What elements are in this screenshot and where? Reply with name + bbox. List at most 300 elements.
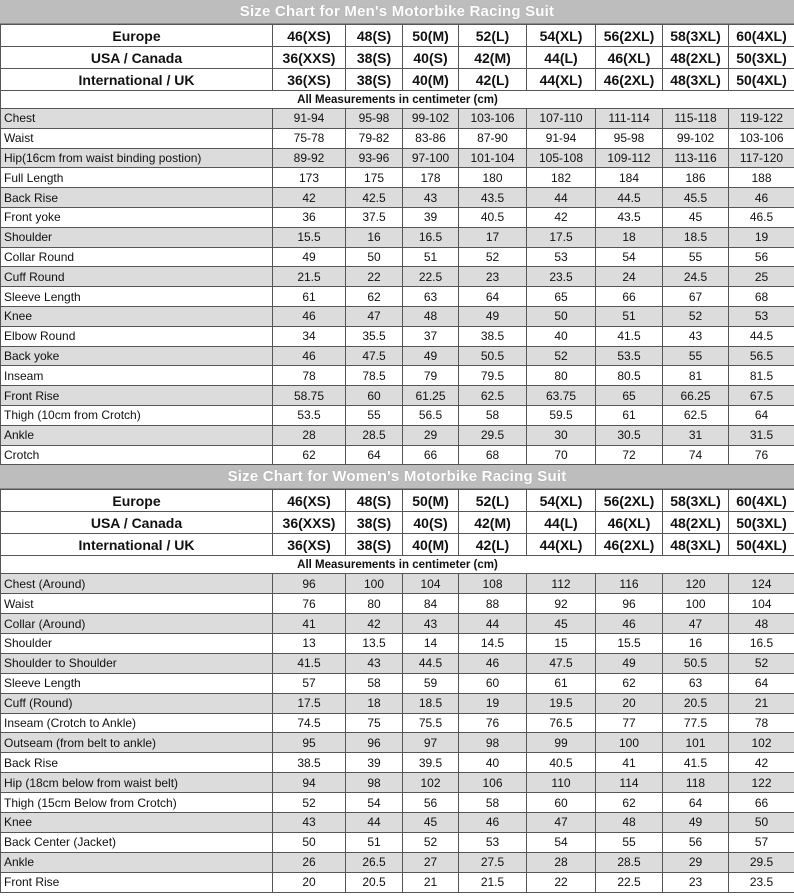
measurement-value: 40 <box>527 326 596 346</box>
measurement-value: 75 <box>346 713 403 733</box>
men-measurement-row <box>1 346 794 366</box>
measurement-value: 74.5 <box>273 713 346 733</box>
women-units-note-section <box>1 556 794 574</box>
measurement-value: 72 <box>596 445 663 465</box>
measurement-value: 46 <box>596 614 663 634</box>
measurement-value: 60 <box>459 673 527 693</box>
men-size-header <box>1 25 794 91</box>
measurement-value: 51 <box>346 832 403 852</box>
measurement-value: 96 <box>346 733 403 753</box>
men-size-row <box>1 25 794 47</box>
measurement-value: 99 <box>527 733 596 753</box>
measurement-label: Ankle <box>1 425 273 445</box>
women-size-row <box>1 512 794 534</box>
women-units-note-row <box>1 556 794 574</box>
men-size-table <box>0 24 794 465</box>
measurement-value: 95 <box>273 733 346 753</box>
measurement-value: 60 <box>346 386 403 406</box>
measurement-value: 75.5 <box>403 713 459 733</box>
measurement-value: 83-86 <box>403 128 459 148</box>
measurement-value: 30.5 <box>596 425 663 445</box>
measurement-value: 105-108 <box>527 148 596 168</box>
measurement-value: 173 <box>273 168 346 188</box>
measurement-value: 29 <box>403 425 459 445</box>
measurement-value: 31 <box>663 425 729 445</box>
measurement-value: 39 <box>346 753 403 773</box>
size-value: 42(M) <box>459 47 527 69</box>
measurement-value: 42 <box>273 188 346 208</box>
measurement-label: Shoulder to Shoulder <box>1 653 273 673</box>
measurement-value: 29 <box>663 852 729 872</box>
size-value: 48(S) <box>346 25 403 47</box>
measurement-value: 64 <box>663 793 729 813</box>
measurement-value: 53 <box>459 832 527 852</box>
measurement-label: Thigh (15cm Below from Crotch) <box>1 793 273 813</box>
men-measurement-row <box>1 287 794 307</box>
measurement-value: 62.5 <box>663 405 729 425</box>
measurement-value: 56.5 <box>729 346 794 366</box>
measurement-value: 50 <box>729 813 794 833</box>
measurement-value: 44.5 <box>596 188 663 208</box>
measurement-label: Hip(16cm from waist binding postion) <box>1 148 273 168</box>
measurement-value: 63.75 <box>527 386 596 406</box>
size-value: 44(XL) <box>527 534 596 556</box>
measurement-value: 124 <box>729 574 794 594</box>
measurement-value: 20 <box>596 693 663 713</box>
measurement-value: 79-82 <box>346 128 403 148</box>
size-value: 46(XL) <box>596 47 663 69</box>
measurement-label: Full Length <box>1 168 273 188</box>
measurement-value: 68 <box>729 287 794 307</box>
measurement-value: 56 <box>663 832 729 852</box>
men-measurement-row <box>1 247 794 267</box>
measurement-value: 40 <box>459 753 527 773</box>
men-measurement-row <box>1 227 794 247</box>
measurement-value: 14 <box>403 634 459 654</box>
measurement-label: Inseam (Crotch to Ankle) <box>1 713 273 733</box>
measurement-value: 46 <box>273 306 346 326</box>
measurement-value: 55 <box>596 832 663 852</box>
measurement-label: Back Rise <box>1 188 273 208</box>
size-value: 50(M) <box>403 490 459 512</box>
measurement-value: 103-106 <box>729 128 794 148</box>
measurement-value: 182 <box>527 168 596 188</box>
size-value: 58(3XL) <box>663 25 729 47</box>
measurement-value: 58 <box>459 405 527 425</box>
measurement-value: 53 <box>729 306 794 326</box>
measurement-value: 54 <box>596 247 663 267</box>
size-value: 36(XXS) <box>273 47 346 69</box>
measurement-value: 81.5 <box>729 366 794 386</box>
measurement-value: 98 <box>459 733 527 753</box>
measurement-value: 101 <box>663 733 729 753</box>
measurement-value: 46 <box>729 188 794 208</box>
measurement-value: 34 <box>273 326 346 346</box>
measurement-value: 43.5 <box>596 207 663 227</box>
size-value: 38(S) <box>346 69 403 91</box>
women-chart-title: Size Chart for Women's Motorbike Racing Suit <box>0 465 794 489</box>
size-value: 44(L) <box>527 512 596 534</box>
measurement-value: 51 <box>403 247 459 267</box>
measurement-value: 100 <box>596 733 663 753</box>
measurement-value: 28.5 <box>596 852 663 872</box>
measurement-value: 51 <box>596 306 663 326</box>
measurement-value: 16 <box>346 227 403 247</box>
measurement-value: 75-78 <box>273 128 346 148</box>
measurement-value: 122 <box>729 773 794 793</box>
measurement-value: 40.5 <box>527 753 596 773</box>
measurement-value: 50 <box>346 247 403 267</box>
measurement-value: 19 <box>459 693 527 713</box>
women-measurement-row <box>1 574 794 594</box>
measurement-value: 80 <box>346 594 403 614</box>
measurement-label: Front yoke <box>1 207 273 227</box>
size-value: 56(2XL) <box>596 490 663 512</box>
size-value: 42(M) <box>459 512 527 534</box>
men-chart-title: Size Chart for Men's Motorbike Racing Suit <box>0 0 794 24</box>
size-value: 50(4XL) <box>729 534 794 556</box>
measurement-value: 66.25 <box>663 386 729 406</box>
measurement-value: 50.5 <box>663 653 729 673</box>
measurement-value: 17.5 <box>527 227 596 247</box>
measurement-value: 55 <box>663 346 729 366</box>
measurement-value: 63 <box>663 673 729 693</box>
women-measurement-row <box>1 634 794 654</box>
measurement-value: 95-98 <box>346 109 403 129</box>
measurement-value: 43 <box>273 813 346 833</box>
measurement-label: Collar (Around) <box>1 614 273 634</box>
measurement-value: 29.5 <box>459 425 527 445</box>
measurement-label: Sleeve Length <box>1 287 273 307</box>
measurement-value: 43 <box>346 653 403 673</box>
measurement-value: 48 <box>403 306 459 326</box>
measurement-value: 20 <box>273 872 346 892</box>
measurement-value: 42 <box>527 207 596 227</box>
size-system-label: USA / Canada <box>1 47 273 69</box>
measurement-value: 56.5 <box>403 405 459 425</box>
measurement-value: 57 <box>729 832 794 852</box>
measurement-value: 47.5 <box>346 346 403 366</box>
measurement-label: Waist <box>1 128 273 148</box>
measurement-value: 49 <box>596 653 663 673</box>
size-value: 60(4XL) <box>729 490 794 512</box>
measurement-value: 46.5 <box>729 207 794 227</box>
measurement-value: 100 <box>663 594 729 614</box>
measurement-value: 120 <box>663 574 729 594</box>
measurement-value: 102 <box>729 733 794 753</box>
size-system-label: International / UK <box>1 69 273 91</box>
measurement-value: 62 <box>273 445 346 465</box>
measurement-value: 64 <box>459 287 527 307</box>
women-size-row <box>1 490 794 512</box>
measurement-value: 55 <box>663 247 729 267</box>
measurement-value: 114 <box>596 773 663 793</box>
measurement-label: Cuff (Round) <box>1 693 273 713</box>
women-size-table <box>0 489 794 892</box>
measurement-value: 26.5 <box>346 852 403 872</box>
measurement-value: 48 <box>596 813 663 833</box>
measurement-value: 28.5 <box>346 425 403 445</box>
measurement-value: 26 <box>273 852 346 872</box>
measurement-value: 65 <box>596 386 663 406</box>
size-value: 38(S) <box>346 47 403 69</box>
women-measurement-row <box>1 673 794 693</box>
measurement-value: 25 <box>729 267 794 287</box>
measurement-value: 41 <box>273 614 346 634</box>
measurement-value: 186 <box>663 168 729 188</box>
measurement-value: 44.5 <box>403 653 459 673</box>
women-size-header <box>1 490 794 556</box>
measurement-value: 94 <box>273 773 346 793</box>
measurement-label: Inseam <box>1 366 273 386</box>
measurement-value: 65 <box>527 287 596 307</box>
measurement-value: 42.5 <box>346 188 403 208</box>
measurement-value: 22 <box>346 267 403 287</box>
measurement-value: 35.5 <box>346 326 403 346</box>
measurement-value: 61.25 <box>403 386 459 406</box>
measurement-value: 36 <box>273 207 346 227</box>
measurement-value: 40.5 <box>459 207 527 227</box>
measurement-value: 41 <box>596 753 663 773</box>
measurement-value: 52 <box>459 247 527 267</box>
measurement-value: 45 <box>663 207 729 227</box>
measurement-value: 37.5 <box>346 207 403 227</box>
measurement-value: 62.5 <box>459 386 527 406</box>
size-value: 48(3XL) <box>663 534 729 556</box>
measurement-value: 18 <box>346 693 403 713</box>
measurement-value: 18.5 <box>403 693 459 713</box>
measurement-value: 101-104 <box>459 148 527 168</box>
measurement-value: 27 <box>403 852 459 872</box>
men-measurement-row <box>1 267 794 287</box>
measurement-value: 13.5 <box>346 634 403 654</box>
measurement-label: Shoulder <box>1 227 273 247</box>
measurement-value: 89-92 <box>273 148 346 168</box>
measurement-value: 54 <box>527 832 596 852</box>
women-measurement-row <box>1 793 794 813</box>
measurement-value: 107-110 <box>527 109 596 129</box>
size-value: 36(XS) <box>273 534 346 556</box>
measurement-value: 84 <box>403 594 459 614</box>
measurement-value: 103-106 <box>459 109 527 129</box>
measurement-value: 68 <box>459 445 527 465</box>
size-value: 40(S) <box>403 47 459 69</box>
measurement-value: 43.5 <box>459 188 527 208</box>
measurement-value: 44 <box>459 614 527 634</box>
measurement-value: 96 <box>596 594 663 614</box>
measurement-value: 29.5 <box>729 852 794 872</box>
size-value: 36(XS) <box>273 69 346 91</box>
measurement-value: 44 <box>346 813 403 833</box>
men-measurement-row <box>1 109 794 129</box>
measurement-value: 80 <box>527 366 596 386</box>
women-measurement-row <box>1 733 794 753</box>
measurement-value: 70 <box>527 445 596 465</box>
measurement-value: 49 <box>273 247 346 267</box>
measurement-value: 15.5 <box>273 227 346 247</box>
measurement-value: 57 <box>273 673 346 693</box>
measurement-value: 23.5 <box>729 872 794 892</box>
size-system-label: International / UK <box>1 534 273 556</box>
measurement-value: 43 <box>403 614 459 634</box>
men-measurement-row <box>1 148 794 168</box>
measurement-label: Cuff Round <box>1 267 273 287</box>
women-measurement-row <box>1 594 794 614</box>
measurement-value: 43 <box>403 188 459 208</box>
measurement-value: 117-120 <box>729 148 794 168</box>
measurement-value: 78.5 <box>346 366 403 386</box>
measurement-value: 14.5 <box>459 634 527 654</box>
measurement-value: 45 <box>527 614 596 634</box>
measurement-value: 58 <box>346 673 403 693</box>
size-value: 50(4XL) <box>729 69 794 91</box>
measurement-value: 115-118 <box>663 109 729 129</box>
measurement-value: 47 <box>346 306 403 326</box>
size-system-label: USA / Canada <box>1 512 273 534</box>
measurement-value: 42 <box>729 753 794 773</box>
size-value: 52(L) <box>459 25 527 47</box>
measurement-value: 64 <box>346 445 403 465</box>
measurement-value: 18 <box>596 227 663 247</box>
measurement-label: Thigh (10cm from Crotch) <box>1 405 273 425</box>
measurement-value: 21.5 <box>273 267 346 287</box>
men-measurement-row <box>1 425 794 445</box>
measurement-value: 100 <box>346 574 403 594</box>
measurement-value: 104 <box>403 574 459 594</box>
measurement-label: Knee <box>1 813 273 833</box>
measurement-value: 61 <box>527 673 596 693</box>
measurement-value: 45.5 <box>663 188 729 208</box>
measurement-value: 21.5 <box>459 872 527 892</box>
women-measurement-row <box>1 753 794 773</box>
measurement-label: Back Center (Jacket) <box>1 832 273 852</box>
men-units-note-row <box>1 91 794 109</box>
measurement-value: 78 <box>273 366 346 386</box>
measurement-value: 67.5 <box>729 386 794 406</box>
measurement-value: 58 <box>459 793 527 813</box>
measurement-value: 37 <box>403 326 459 346</box>
measurement-value: 180 <box>459 168 527 188</box>
men-measurement-row <box>1 207 794 227</box>
measurement-value: 99-102 <box>403 109 459 129</box>
men-measurement-row <box>1 168 794 188</box>
size-value: 48(2XL) <box>663 47 729 69</box>
women-measurement-row <box>1 832 794 852</box>
measurement-value: 116 <box>596 574 663 594</box>
men-measurement-row <box>1 386 794 406</box>
size-value: 46(XS) <box>273 25 346 47</box>
measurement-value: 76 <box>459 713 527 733</box>
measurement-value: 52 <box>527 346 596 366</box>
measurement-value: 52 <box>403 832 459 852</box>
measurement-label: Back yoke <box>1 346 273 366</box>
measurement-label: Front Rise <box>1 872 273 892</box>
measurement-value: 99-102 <box>663 128 729 148</box>
measurement-value: 76.5 <box>527 713 596 733</box>
men-measurement-row <box>1 326 794 346</box>
size-value: 42(L) <box>459 534 527 556</box>
measurement-value: 49 <box>403 346 459 366</box>
measurement-value: 24 <box>596 267 663 287</box>
measurement-value: 39 <box>403 207 459 227</box>
measurement-value: 27.5 <box>459 852 527 872</box>
measurement-value: 92 <box>527 594 596 614</box>
size-value: 42(L) <box>459 69 527 91</box>
measurement-value: 55 <box>346 405 403 425</box>
measurement-value: 91-94 <box>273 109 346 129</box>
measurement-value: 44.5 <box>729 326 794 346</box>
measurement-value: 87-90 <box>459 128 527 148</box>
men-units-note-section <box>1 91 794 109</box>
measurement-value: 95-98 <box>596 128 663 148</box>
measurement-value: 21 <box>729 693 794 713</box>
measurement-value: 62 <box>346 287 403 307</box>
size-value: 54(XL) <box>527 490 596 512</box>
measurement-value: 30 <box>527 425 596 445</box>
women-units-note: All Measurements in centimeter (cm) <box>1 556 794 574</box>
size-value: 48(S) <box>346 490 403 512</box>
measurement-value: 46 <box>459 813 527 833</box>
women-size-row <box>1 534 794 556</box>
measurement-value: 53 <box>527 247 596 267</box>
measurement-value: 118 <box>663 773 729 793</box>
measurement-value: 74 <box>663 445 729 465</box>
size-value: 44(XL) <box>527 69 596 91</box>
measurement-value: 88 <box>459 594 527 614</box>
measurement-value: 61 <box>596 405 663 425</box>
measurement-value: 49 <box>459 306 527 326</box>
measurement-label: Chest <box>1 109 273 129</box>
size-value: 58(3XL) <box>663 490 729 512</box>
women-measurement-rows <box>1 574 794 892</box>
measurement-value: 63 <box>403 287 459 307</box>
measurement-value: 66 <box>596 287 663 307</box>
measurement-label: Knee <box>1 306 273 326</box>
measurement-value: 41.5 <box>663 753 729 773</box>
men-measurement-row <box>1 445 794 465</box>
women-measurement-row <box>1 872 794 892</box>
size-value: 52(L) <box>459 490 527 512</box>
measurement-value: 50 <box>527 306 596 326</box>
measurement-value: 62 <box>596 673 663 693</box>
measurement-value: 50 <box>273 832 346 852</box>
measurement-value: 62 <box>596 793 663 813</box>
measurement-value: 79.5 <box>459 366 527 386</box>
measurement-value: 97 <box>403 733 459 753</box>
measurement-value: 52 <box>663 306 729 326</box>
measurement-value: 46 <box>459 653 527 673</box>
measurement-value: 79 <box>403 366 459 386</box>
women-measurement-row <box>1 614 794 634</box>
measurement-value: 38.5 <box>273 753 346 773</box>
measurement-value: 49 <box>663 813 729 833</box>
measurement-value: 64 <box>729 405 794 425</box>
size-value: 50(M) <box>403 25 459 47</box>
measurement-value: 77.5 <box>663 713 729 733</box>
measurement-value: 184 <box>596 168 663 188</box>
measurement-value: 96 <box>273 574 346 594</box>
men-size-row <box>1 69 794 91</box>
men-measurement-row <box>1 405 794 425</box>
measurement-value: 20.5 <box>663 693 729 713</box>
measurement-value: 19.5 <box>527 693 596 713</box>
measurement-label: Waist <box>1 594 273 614</box>
measurement-value: 188 <box>729 168 794 188</box>
men-units-note: All Measurements in centimeter (cm) <box>1 91 794 109</box>
measurement-value: 38.5 <box>459 326 527 346</box>
measurement-value: 22.5 <box>596 872 663 892</box>
measurement-value: 39.5 <box>403 753 459 773</box>
